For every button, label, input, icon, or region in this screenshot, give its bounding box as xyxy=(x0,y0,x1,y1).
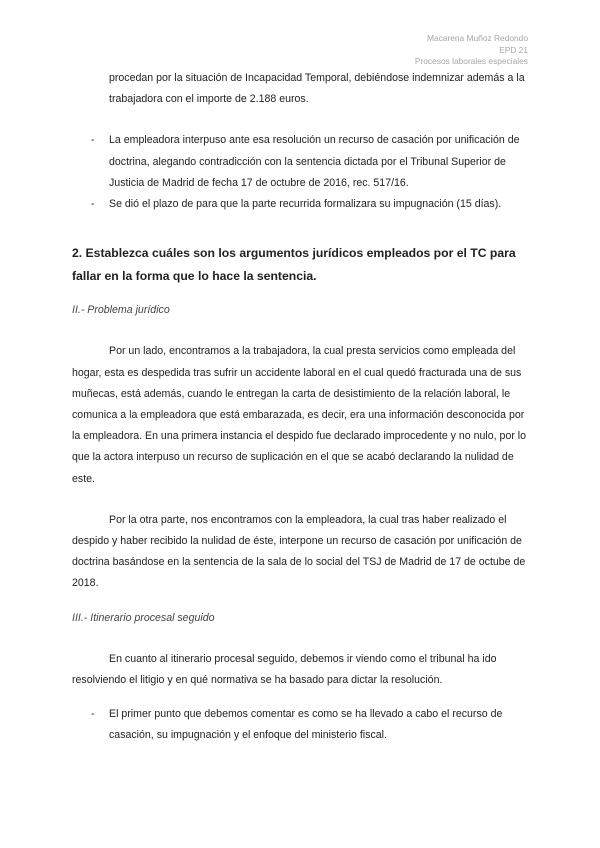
bullet-list-top xyxy=(72,130,530,215)
question-heading: 2. Establezca cuáles son los argumentos jurídicos empleados por el TC para fallar en la forma que lo hace la sentencia. xyxy=(72,246,516,283)
bullet-dash: - xyxy=(91,708,95,721)
page-header xyxy=(415,33,528,68)
list-item-text: La empleadora interpuso ante esa resolución un recurso de casación por unificación de doctrina, alegando contradicción con la sentencia dictada por el Tribunal Superior de Justicia de Madrid de fecha 17 de octubre de 2016, rec. 517/16. xyxy=(109,134,520,189)
bullet-list-bottom xyxy=(72,704,530,746)
header-subject: Procesos laborales especiales xyxy=(414,56,528,66)
paragraph-itinerario: En cuanto al itinerario procesal seguido, debemos ir viendo como el tribunal ha ido resolviendo el litigio y en qué normativa se ha basado para dictar la resolución. xyxy=(72,652,497,687)
list-item-text: El primer punto que debemos comentar es como se ha llevado a cabo el recurso de casación, su impugnación y el enfoque del ministerio fiscal. xyxy=(109,708,503,742)
header-author: Macarena Muñoz Redondo xyxy=(426,33,528,43)
header-code: EPD 21 xyxy=(499,44,528,55)
paragraph-empleadora: Por la otra parte, nos encontramos con la empleadora, la cual tras haber realizado el despido y haber recibido la nulidad de éste, interpone un recurso de casación por unificación de doctrina basándose en la sentencia de la sala de lo social del TSJ de Madrid de 17 de octube de 2018. xyxy=(72,513,526,590)
list-item-text: Se dió el plazo de para que la parte recurrida formalizara su impugnación (15 días). xyxy=(109,198,502,211)
list-item xyxy=(72,704,530,746)
continuation-paragraph: procedan por la situación de Incapacidad Temporal, debiéndose indemnizar además a la trabajadora con el importe de 2.188 euros. xyxy=(109,72,525,106)
document-body xyxy=(72,68,530,747)
section-title-itinerario: III.- Itinerario procesal seguido xyxy=(72,611,215,624)
list-item xyxy=(72,130,530,194)
bullet-dash: - xyxy=(91,134,95,147)
bullet-dash: - xyxy=(91,198,95,211)
list-item xyxy=(72,194,530,215)
paragraph-trabajadora: Por un lado, encontramos a la trabajadora, la cual presta servicios como empleada del hogar, esta es despedida tras sufrir un accidente laboral en el cual quedó fracturada una de sus muñecas, está además, cuando le entregan la carta de desistimiento de la relación laboral, le comunica a la empleadora que está embarazada, es decir, era una información desconocida por la empleadora. En una primera instancia el despido fue declarado improcedente y no nulo, por lo que la actora interpuso un recurso de suplicación en el que se acabó declarando la nulidad de este. xyxy=(72,345,527,485)
section-title-problema-juridico: II.- Problema jurídico xyxy=(72,304,170,317)
